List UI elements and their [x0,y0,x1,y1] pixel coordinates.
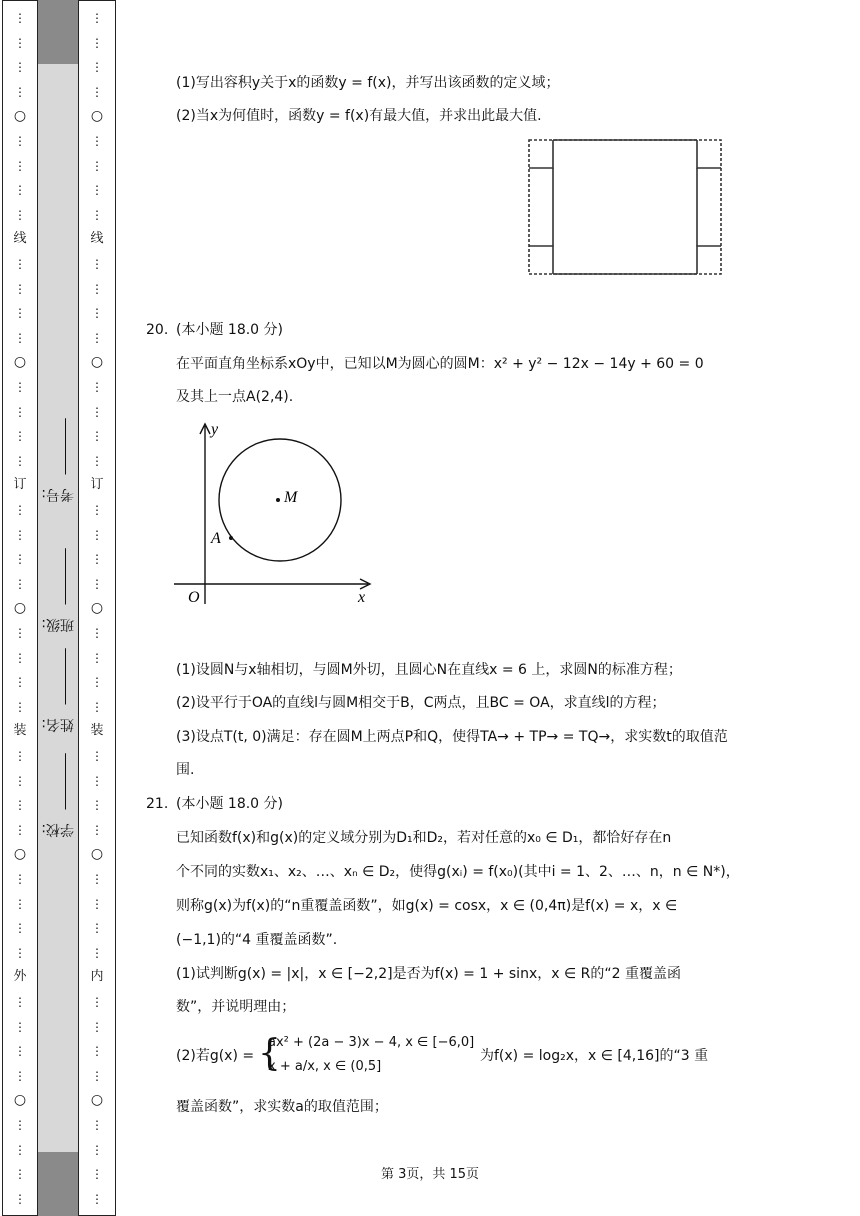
inner-strip-circle-mark: ○ [90,1092,104,1108]
field-name: 姓名: ________ [41,648,75,733]
inner-strip-dots: ⋮ [91,11,103,25]
outer-strip-dots: ⋮ [14,626,26,640]
inner-strip-dots: ⋮ [91,897,103,911]
q21-part2-case1: ax² + (2a − 3)x − 4, x ∈ [−6,0] [268,1035,475,1050]
inner-strip-dots: ⋮ [91,921,103,935]
outer-strip-dots: ⋮ [14,774,26,788]
q21-part2-prefix: (2)若g(x) = [176,1048,255,1064]
inner-strip-dots: ⋮ [91,405,103,419]
outer-strip-dots: ⋮ [14,183,26,197]
q21-part2-case2: x + a/x, x ∈ (0,5] [268,1059,382,1074]
inner-strip-dots: ⋮ [91,749,103,763]
q21-stem-line2: 个不同的实数x₁、x₂、…、xₙ ∈ D₂，使得g(xᵢ) = f(x₀)(其中i = 1、2、…、n，n ∈ N*)， [176,864,740,880]
field-class: 班级: ________ [41,548,75,633]
outer-strip-dots: ⋮ [14,577,26,591]
outer-strip-dots: ⋮ [14,306,26,320]
inner-strip-dots: ⋮ [91,1192,103,1206]
inner-strip-dots: ⋮ [91,282,103,296]
outer-strip-dots: ⋮ [14,380,26,394]
inner-strip-dots: ⋮ [91,774,103,788]
inner-strip-dots: ⋮ [91,1118,103,1132]
outer-strip-label: 装 [13,723,27,738]
q20-part2: (2)设平行于OA的直线l与圆M相交于B，C两点，且BC = OA，求直线l的方程； [176,695,666,711]
outer-strip-label: 外 [13,969,27,984]
outer-binding-strip [2,0,38,1216]
q19-part2: (2)当x为何值时，函数y = f(x)有最大值，并求出此最大值. [176,108,542,124]
outer-strip-circle-mark: ○ [13,600,27,616]
outer-strip-dots: ⋮ [14,897,26,911]
outer-strip-dots: ⋮ [14,552,26,566]
outer-strip-circle-mark: ○ [13,1092,27,1108]
q21-part1-line1: (1)试判断g(x) = |x|，x ∈ [−2,2]是否为f(x) = 1 + sinx，x ∈ R的“2 重覆盖函 [176,966,681,982]
piecewise-brace: { [258,1033,281,1074]
inner-strip-label: 订 [90,477,104,492]
outer-strip-label: 线 [13,231,27,246]
q20-part3-line1: (3)设点T(t, 0)满足：存在圆M上两点P和Q，使得TA→ + TP→ = TQ→，求实数t的取值范 [176,729,728,745]
outer-strip-circle-mark: ○ [13,108,27,124]
outer-strip-dots: ⋮ [14,1118,26,1132]
inner-strip-dots: ⋮ [91,159,103,173]
inner-strip-label: 线 [90,231,104,246]
inner-strip-dots: ⋮ [91,208,103,222]
q19-part1: (1)写出容积y关于x的函数y = f(x)，并写出该函数的定义域； [176,75,560,91]
inner-strip-dots: ⋮ [91,1020,103,1034]
inner-strip-dots: ⋮ [91,429,103,443]
outer-strip-dots: ⋮ [14,331,26,345]
outer-strip-dots: ⋮ [14,208,26,222]
outer-strip-dots: ⋮ [14,872,26,886]
inner-strip-dots: ⋮ [91,700,103,714]
inner-strip-dots: ⋮ [91,85,103,99]
outer-strip-dots: ⋮ [14,995,26,1009]
inner-strip-circle-mark: ○ [90,354,104,370]
inner-strip-dots: ⋮ [91,626,103,640]
page-footer: 第 3页，共 15页 [380,1167,480,1182]
inner-strip-dots: ⋮ [91,1167,103,1181]
outer-strip-dots: ⋮ [14,11,26,25]
q21-part2-suffix: 为f(x) = log₂x，x ∈ [4,16]的“3 重 [480,1048,709,1064]
outer-strip-dots: ⋮ [14,528,26,542]
q21-number: 21. [146,796,169,812]
inner-strip-dots: ⋮ [91,1143,103,1157]
inner-strip-dots: ⋮ [91,651,103,665]
q21-stem-line3: 则称g(x)为f(x)的“n重覆盖函数”，如g(x) = cosx，x ∈ (0,4π)是f(x) = x，x ∈ [176,898,678,914]
inner-strip-label: 装 [90,723,104,738]
q20-circle-diagram [168,418,378,608]
inner-strip-dots: ⋮ [91,503,103,517]
inner-strip-dots: ⋮ [91,454,103,468]
outer-strip-dots: ⋮ [14,798,26,812]
outer-strip-dots: ⋮ [14,36,26,50]
field-exam-number: 考号: ________ [41,418,75,503]
inner-strip-dots: ⋮ [91,36,103,50]
outer-strip-dots: ⋮ [14,700,26,714]
outer-strip-dots: ⋮ [14,503,26,517]
outer-strip-dots: ⋮ [14,60,26,74]
field-school: 学校: ________ [41,753,75,838]
outer-strip-dots: ⋮ [14,1044,26,1058]
outer-strip-dots: ⋮ [14,282,26,296]
y-axis-label: y [211,421,219,438]
inner-strip-dots: ⋮ [91,134,103,148]
inner-strip-dots: ⋮ [91,675,103,689]
outer-strip-dots: ⋮ [14,921,26,935]
q20-score: (本小题 18.0 分) [176,322,283,338]
inner-binding-strip [78,0,116,1216]
q20-part1: (1)设圆N与x轴相切，与圆M外切，且圆心N在直线x = 6 上，求圆N的标准方程； [176,662,682,678]
outer-strip-dots: ⋮ [14,134,26,148]
outer-strip-label: 订 [13,477,27,492]
inner-strip-dots: ⋮ [91,1044,103,1058]
q21-part1-line2: 数”，并说明理由； [176,999,296,1015]
inner-strip-dots: ⋮ [91,60,103,74]
outer-strip-dots: ⋮ [14,749,26,763]
inner-strip-dots: ⋮ [91,872,103,886]
center-m-label: M [284,489,298,506]
inner-strip-label: 内 [90,969,104,984]
binding-bottom-block [38,1152,78,1216]
outer-strip-dots: ⋮ [14,1192,26,1206]
q19-cardboard-figure [525,136,725,278]
outer-strip-dots: ⋮ [14,405,26,419]
inner-strip-circle-mark: ○ [90,600,104,616]
inner-strip-dots: ⋮ [91,528,103,542]
inner-strip-dots: ⋮ [91,1069,103,1083]
q21-stem-line1: 已知函数f(x)和g(x)的定义域分别为D₁和D₂，若对任意的x₀ ∈ D₁，都恰好存在n [176,830,672,846]
inner-strip-dots: ⋮ [91,946,103,960]
q20-stem-line1: 在平面直角坐标系xOy中，已知以M为圆心的圆M：x² + y² − 12x − 14y + 60 = 0 [176,356,704,372]
outer-strip-dots: ⋮ [14,823,26,837]
inner-strip-dots: ⋮ [91,552,103,566]
outer-strip-dots: ⋮ [14,1167,26,1181]
q20-part3-line2: 围. [176,762,195,778]
outer-strip-dots: ⋮ [14,159,26,173]
q20-number: 20. [146,322,169,338]
outer-strip-dots: ⋮ [14,651,26,665]
inner-strip-dots: ⋮ [91,183,103,197]
inner-strip-dots: ⋮ [91,823,103,837]
outer-strip-dots: ⋮ [14,85,26,99]
inner-strip-circle-mark: ○ [90,846,104,862]
inner-strip-dots: ⋮ [91,331,103,345]
outer-strip-circle-mark: ○ [13,354,27,370]
q21-stem-line4: (−1,1)的“4 重覆盖函数”. [176,932,338,948]
inner-strip-dots: ⋮ [91,995,103,1009]
inner-strip-dots: ⋮ [91,577,103,591]
outer-strip-dots: ⋮ [14,1020,26,1034]
inner-strip-dots: ⋮ [91,798,103,812]
point-a-label: A [211,530,221,547]
q21-part2-end: 覆盖函数”，求实数a的取值范围； [176,1099,388,1115]
outer-strip-dots: ⋮ [14,454,26,468]
q21-score: (本小题 18.0 分) [176,796,283,812]
outer-strip-circle-mark: ○ [13,846,27,862]
inner-strip-dots: ⋮ [91,257,103,271]
x-axis-label: x [358,589,366,606]
inner-strip-dots: ⋮ [91,306,103,320]
origin-label: O [188,589,200,606]
outer-strip-dots: ⋮ [14,257,26,271]
outer-strip-dots: ⋮ [14,429,26,443]
outer-strip-dots: ⋮ [14,1143,26,1157]
inner-strip-dots: ⋮ [91,380,103,394]
q20-stem-line2: 及其上一点A(2,4). [176,389,294,405]
outer-strip-dots: ⋮ [14,946,26,960]
outer-strip-dots: ⋮ [14,1069,26,1083]
inner-strip-circle-mark: ○ [90,108,104,124]
outer-strip-dots: ⋮ [14,675,26,689]
binding-top-block [38,0,78,64]
